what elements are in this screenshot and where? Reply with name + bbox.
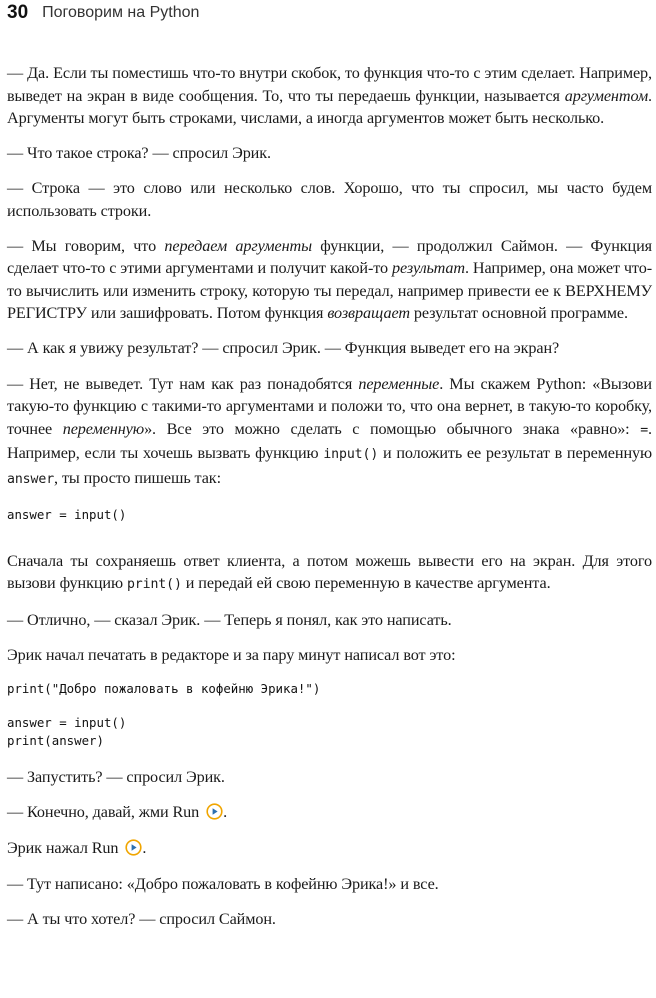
text: . Например, она может что-то вычислить или изменить строку, которую ты передал, например привести ее к ВЕРХНЕМУ РЕГИСТРУ или зашифровать. Потом функция — [7, 259, 652, 323]
paragraph-eric-understood: — Отлично, — сказал Эрик. — Теперь я понял, как это написать. — [7, 610, 452, 629]
text: — Да. Если ты поместишь что-то внутри скобок, то функция что-то с этим сделает. Например, выведет на экран в виде сообщения. То, что ты передаешь функции, называется — [7, 64, 652, 105]
paragraph-eric-pressed-run — [7, 837, 652, 860]
inline-code: = — [640, 422, 649, 438]
code-block-answer: answer = input() print(answer) — [7, 714, 127, 748]
text: Сначала ты сохраняешь ответ клиента, а потом можешь вывести его на экран. Для этого вызови функцию — [7, 551, 652, 593]
paragraph-run-question: — Запустить? — спросил Эрик. — [7, 767, 225, 786]
text: и передай ей свою переменную в качестве аргумента. — [181, 574, 551, 593]
inline-code: answer — [7, 471, 55, 487]
text: Эрик нажал Run — [7, 839, 123, 858]
text: . — [142, 839, 147, 858]
page-content — [7, 62, 652, 944]
text: . Например, если ты хочешь вызвать функцию — [7, 419, 652, 463]
text: . Аргументы могут быть строками, числами, а иногда аргументов может быть несколько. — [7, 86, 652, 128]
emphasis: результат — [391, 259, 465, 278]
page-number: 30 — [7, 2, 29, 23]
text: — Нет, не выведет. Тут нам как раз понадобятся — [7, 374, 359, 393]
paragraph-print-variable — [7, 550, 652, 597]
paragraph-arguments — [7, 62, 652, 130]
play-circle-icon — [125, 839, 142, 856]
emphasis: аргументом — [564, 86, 649, 105]
inline-code: print() — [126, 577, 182, 593]
paragraph-see-result: — А как я увижу результат? — спросил Эрик. — Функция выведет его на экран? — [7, 338, 560, 357]
emphasis: возвращает — [327, 304, 410, 323]
code-block-input: answer = input() — [7, 506, 127, 522]
text: . Мы скажем Python: «Вызови такую-то функцию с такими-то аргументами и положи то, что она вернет, в такую-то коробку, точнее — [7, 374, 652, 438]
text: . — [223, 803, 228, 822]
paragraph-eric-typed: Эрик начал печатать в редакторе и за пару минут написал вот это: — [7, 646, 456, 665]
paragraph-what-is-string: — Что такое строка? — спросил Эрик. — [7, 143, 271, 162]
text: результат основной программе. — [409, 304, 628, 323]
paragraph-passing-arguments — [7, 235, 652, 325]
paragraph-output-described: — Тут написано: «Добро пожаловать в кофейню Эрика!» и все. — [7, 874, 439, 893]
text: — Конечно, давай, жми Run — [7, 803, 204, 822]
text: и положить ее результат в переменную — [378, 444, 653, 463]
page-header — [7, 0, 199, 26]
emphasis: переменные — [358, 374, 440, 393]
paragraph-press-run — [7, 801, 652, 824]
text: — Мы говорим, что — [7, 236, 165, 255]
text: , ты просто пишешь так: — [54, 468, 221, 487]
inline-code: input() — [323, 447, 379, 463]
text: ». Все это можно сделать с помощью обычного знака «равно»: — [144, 419, 641, 438]
running-title: Поговорим на Python — [42, 4, 200, 21]
paragraph-variables — [7, 373, 652, 492]
paragraph-string-definition: — Строка — это слово или несколько слов. Хорошо, что ты спросил, мы часто будем использовать строки. — [7, 179, 652, 220]
code-block-welcome: print("Добро пожаловать в кофейню Эрика!") — [7, 680, 321, 696]
paragraph-simon-asks: — А ты что хотел? — спросил Саймон. — [7, 910, 276, 929]
play-circle-icon — [206, 803, 223, 820]
emphasis: переменную — [62, 419, 145, 438]
text: функции, — продолжил Саймон. — Функция сделает что-то с этими аргументами и получит какой-то — [7, 236, 652, 278]
emphasis: передаем аргументы — [164, 236, 312, 255]
